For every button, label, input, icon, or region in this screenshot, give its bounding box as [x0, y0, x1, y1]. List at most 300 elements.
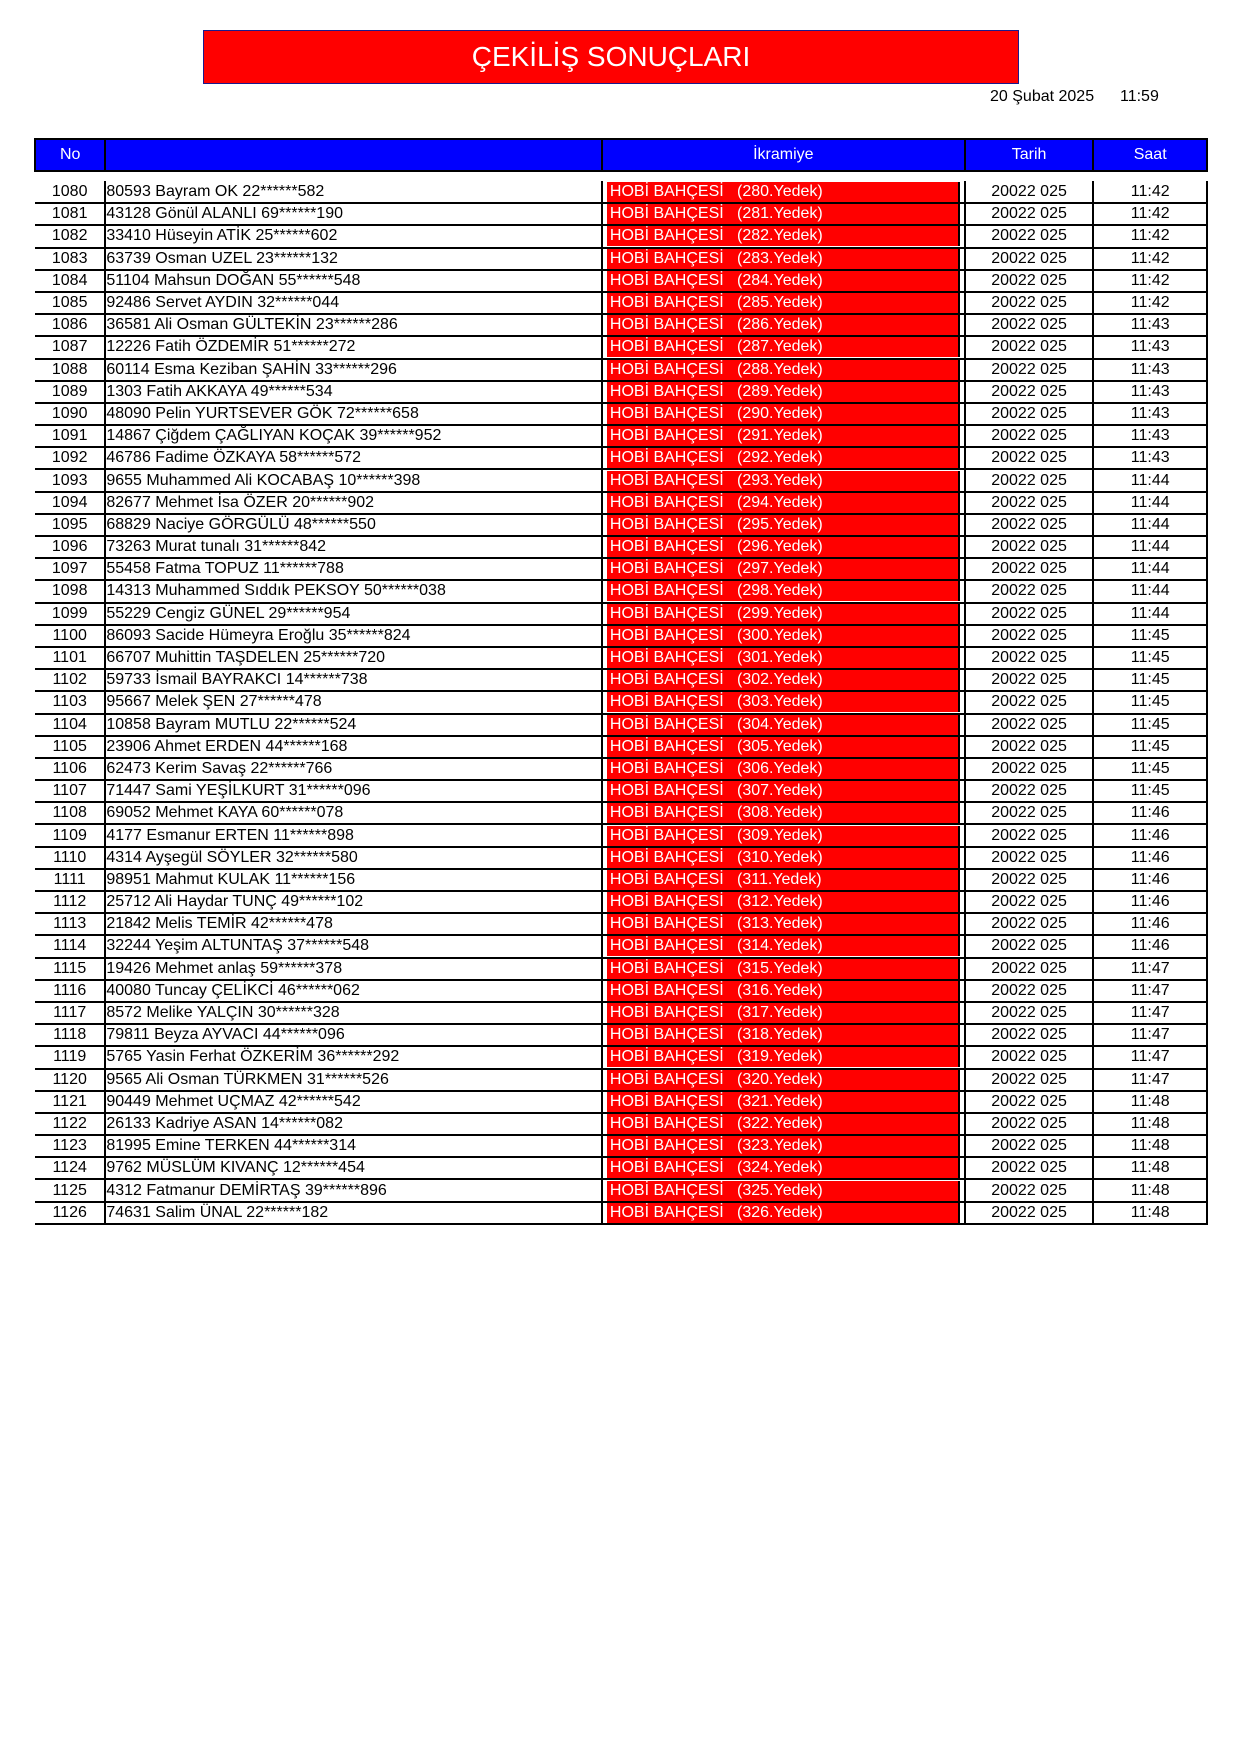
participant-name: 46786 Fadime ÖZKAYA 58******572 — [105, 447, 602, 469]
row-number: 1100 — [35, 625, 105, 647]
prize-label: HOBİ BAHÇESİ (286.Yedek) — [607, 315, 960, 335]
participant-name: 68829 Naciye GÖRGÜLÜ 48******550 — [105, 514, 602, 536]
row-number: 1097 — [35, 558, 105, 580]
draw-date: 20022 025 — [965, 935, 1094, 957]
draw-date: 20022 025 — [965, 580, 1094, 602]
table-row — [35, 714, 1207, 736]
row-number: 1095 — [35, 514, 105, 536]
participant-name: 80593 Bayram OK 22******582 — [105, 181, 602, 203]
participant-name: 1303 Fatih AKKAYA 49******534 — [105, 381, 602, 403]
participant-name: 26133 Kadriye ASAN 14******082 — [105, 1113, 602, 1135]
draw-date: 20022 025 — [965, 1024, 1094, 1046]
participant-name: 66707 Muhittin TAŞDELEN 25******720 — [105, 647, 602, 669]
draw-date: 20022 025 — [965, 913, 1094, 935]
table-row — [35, 381, 1207, 403]
prize-label: HOBİ BAHÇESİ (283.Yedek) — [607, 249, 960, 269]
participant-name: 23906 Ahmet ERDEN 44******168 — [105, 736, 602, 758]
draw-date: 20022 025 — [965, 425, 1094, 447]
prize-label: HOBİ BAHÇESİ (288.Yedek) — [607, 360, 960, 380]
prize-cell — [602, 980, 965, 1002]
prize-cell — [602, 714, 965, 736]
draw-time: 11:43 — [1093, 425, 1207, 447]
prize-label: HOBİ BAHÇESİ (294.Yedek) — [607, 493, 960, 513]
table-row — [35, 736, 1207, 758]
row-number: 1120 — [35, 1069, 105, 1091]
draw-date: 20022 025 — [965, 691, 1094, 713]
draw-time: 11:47 — [1093, 1046, 1207, 1068]
table-row — [35, 292, 1207, 314]
table-row — [35, 691, 1207, 713]
prize-label: HOBİ BAHÇESİ (284.Yedek) — [607, 271, 960, 291]
draw-time: 11:44 — [1093, 580, 1207, 602]
table-header-row — [35, 139, 1207, 171]
row-number: 1121 — [35, 1091, 105, 1113]
draw-time: 11:45 — [1093, 714, 1207, 736]
draw-time: 11:46 — [1093, 802, 1207, 824]
prize-cell — [602, 1046, 965, 1068]
draw-time: 11:43 — [1093, 336, 1207, 358]
prize-label: HOBİ BAHÇESİ (309.Yedek) — [607, 826, 960, 846]
participant-name: 5765 Yasin Ferhat ÖZKERİM 36******292 — [105, 1046, 602, 1068]
draw-time: 11:43 — [1093, 359, 1207, 381]
row-number: 1107 — [35, 780, 105, 802]
participant-name: 4312 Fatmanur DEMİRTAŞ 39******896 — [105, 1179, 602, 1201]
draw-time: 11:48 — [1093, 1179, 1207, 1201]
draw-time: 11:46 — [1093, 891, 1207, 913]
draw-time: 11:44 — [1093, 558, 1207, 580]
prize-cell — [602, 802, 965, 824]
row-number: 1123 — [35, 1135, 105, 1157]
participant-name: 36581 Ali Osman GÜLTEKİN 23******286 — [105, 314, 602, 336]
draw-time: 11:47 — [1093, 958, 1207, 980]
participant-name: 43128 Gönül ALANLI 69******190 — [105, 203, 602, 225]
draw-time: 11:46 — [1093, 935, 1207, 957]
draw-time: 11:48 — [1093, 1202, 1207, 1224]
table-row — [35, 469, 1207, 491]
draw-date: 20022 025 — [965, 603, 1094, 625]
prize-label: HOBİ BAHÇESİ (291.Yedek) — [607, 426, 960, 446]
row-number: 1119 — [35, 1046, 105, 1068]
row-number: 1104 — [35, 714, 105, 736]
row-number: 1110 — [35, 847, 105, 869]
draw-time: 11:47 — [1093, 1069, 1207, 1091]
prize-label: HOBİ BAHÇESİ (317.Yedek) — [607, 1003, 960, 1023]
table-row — [35, 203, 1207, 225]
table-row — [35, 869, 1207, 891]
table-row — [35, 1179, 1207, 1201]
prize-label: HOBİ BAHÇESİ (304.Yedek) — [607, 715, 960, 735]
draw-date: 20022 025 — [965, 181, 1094, 203]
prize-label: HOBİ BAHÇESİ (322.Yedek) — [607, 1114, 960, 1134]
table-row — [35, 225, 1207, 247]
participant-name: 69052 Mehmet KAYA 60******078 — [105, 802, 602, 824]
draw-date: 20022 025 — [965, 336, 1094, 358]
row-number: 1115 — [35, 958, 105, 980]
draw-date: 20022 025 — [965, 403, 1094, 425]
draw-time: 11:48 — [1093, 1157, 1207, 1179]
column-header-name — [105, 139, 602, 171]
table-row — [35, 359, 1207, 381]
row-number: 1111 — [35, 869, 105, 891]
participant-name: 48090 Pelin YURTSEVER GÖK 72******658 — [105, 403, 602, 425]
table-row — [35, 625, 1207, 647]
draw-date: 20022 025 — [965, 248, 1094, 270]
table-row — [35, 492, 1207, 514]
prize-label: HOBİ BAHÇESİ (314.Yedek) — [607, 936, 960, 956]
draw-time: 11:42 — [1093, 292, 1207, 314]
prize-cell — [602, 958, 965, 980]
prize-label: HOBİ BAHÇESİ (324.Yedek) — [607, 1158, 960, 1178]
prize-label: HOBİ BAHÇESİ (281.Yedek) — [607, 204, 960, 224]
prize-label: HOBİ BAHÇESİ (307.Yedek) — [607, 781, 960, 801]
table-row — [35, 824, 1207, 846]
draw-time: 11:45 — [1093, 647, 1207, 669]
row-number: 1091 — [35, 425, 105, 447]
prize-label: HOBİ BAHÇESİ (280.Yedek) — [607, 182, 960, 202]
prize-label: HOBİ BAHÇESİ (293.Yedek) — [607, 471, 960, 491]
participant-name: 14313 Muhammed Sıddık PEKSOY 50******038 — [105, 580, 602, 602]
participant-name: 55458 Fatma TOPUZ 11******788 — [105, 558, 602, 580]
draw-time: 11:46 — [1093, 913, 1207, 935]
table-row — [35, 935, 1207, 957]
prize-label: HOBİ BAHÇESİ (312.Yedek) — [607, 892, 960, 912]
draw-date: 20022 025 — [965, 1179, 1094, 1201]
prize-cell — [602, 1113, 965, 1135]
draw-time: 11:47 — [1093, 980, 1207, 1002]
row-number: 1096 — [35, 536, 105, 558]
table-row — [35, 980, 1207, 1002]
table-row — [35, 270, 1207, 292]
table-row — [35, 425, 1207, 447]
table-row — [35, 891, 1207, 913]
prize-label: HOBİ BAHÇESİ (318.Yedek) — [607, 1025, 960, 1045]
participant-name: 9762 MÜSLÜM KIVANÇ 12******454 — [105, 1157, 602, 1179]
prize-cell — [602, 403, 965, 425]
prize-cell — [602, 647, 965, 669]
prize-label: HOBİ BAHÇESİ (297.Yedek) — [607, 559, 960, 579]
row-number: 1105 — [35, 736, 105, 758]
table-row — [35, 558, 1207, 580]
table-row — [35, 1024, 1207, 1046]
prize-cell — [602, 935, 965, 957]
row-number: 1090 — [35, 403, 105, 425]
prize-cell — [602, 603, 965, 625]
row-number: 1114 — [35, 935, 105, 957]
table-row — [35, 248, 1207, 270]
participant-name: 4177 Esmanur ERTEN 11******898 — [105, 824, 602, 846]
draw-date: 20022 025 — [965, 314, 1094, 336]
draw-date: 20022 025 — [965, 359, 1094, 381]
prize-cell — [602, 625, 965, 647]
draw-date: 20022 025 — [965, 780, 1094, 802]
draw-date: 20022 025 — [965, 869, 1094, 891]
participant-name: 19426 Mehmet anlaş 59******378 — [105, 958, 602, 980]
row-number: 1101 — [35, 647, 105, 669]
table-row — [35, 536, 1207, 558]
participant-name: 81995 Emine TERKEN 44******314 — [105, 1135, 602, 1157]
row-number: 1084 — [35, 270, 105, 292]
draw-date: 20022 025 — [965, 714, 1094, 736]
table-row — [35, 1069, 1207, 1091]
prize-cell — [602, 314, 965, 336]
row-number: 1116 — [35, 980, 105, 1002]
draw-date: 20022 025 — [965, 558, 1094, 580]
participant-name: 59733 İsmail BAYRAKCI 14******738 — [105, 669, 602, 691]
draw-date: 20022 025 — [965, 469, 1094, 491]
participant-name: 74631 Salim ÜNAL 22******182 — [105, 1202, 602, 1224]
table-row — [35, 847, 1207, 869]
prize-cell — [602, 425, 965, 447]
row-number: 1117 — [35, 1002, 105, 1024]
table-row — [35, 1157, 1207, 1179]
draw-time: 11:47 — [1093, 1002, 1207, 1024]
draw-date: 20022 025 — [965, 1113, 1094, 1135]
participant-name: 95667 Melek ŞEN 27******478 — [105, 691, 602, 713]
draw-date: 20022 025 — [965, 1202, 1094, 1224]
draw-time: 11:43 — [1093, 403, 1207, 425]
table-row — [35, 1135, 1207, 1157]
table-row — [35, 758, 1207, 780]
participant-name: 40080 Tuncay ÇELİKCİ 46******062 — [105, 980, 602, 1002]
prize-cell — [602, 270, 965, 292]
draw-date: 20022 025 — [965, 824, 1094, 846]
draw-date: 20022 025 — [965, 958, 1094, 980]
prize-cell — [602, 913, 965, 935]
prize-cell — [602, 558, 965, 580]
prize-cell — [602, 1069, 965, 1091]
table-row — [35, 647, 1207, 669]
table-row — [35, 1046, 1207, 1068]
draw-time: 11:48 — [1093, 1113, 1207, 1135]
prize-label: HOBİ BAHÇESİ (290.Yedek) — [607, 404, 960, 424]
prize-label: HOBİ BAHÇESİ (319.Yedek) — [607, 1047, 960, 1067]
report-date: 20 Şubat 2025 — [990, 88, 1095, 105]
row-number: 1086 — [35, 314, 105, 336]
draw-time: 11:43 — [1093, 381, 1207, 403]
prize-cell — [602, 736, 965, 758]
draw-time: 11:46 — [1093, 824, 1207, 846]
results-table — [34, 138, 1208, 1225]
draw-time: 11:42 — [1093, 248, 1207, 270]
draw-date: 20022 025 — [965, 847, 1094, 869]
prize-label: HOBİ BAHÇESİ (287.Yedek) — [607, 337, 960, 357]
draw-date: 20022 025 — [965, 381, 1094, 403]
prize-label: HOBİ BAHÇESİ (306.Yedek) — [607, 759, 960, 779]
prize-label: HOBİ BAHÇESİ (282.Yedek) — [607, 226, 960, 246]
prize-label: HOBİ BAHÇESİ (311.Yedek) — [607, 870, 960, 890]
participant-name: 4314 Ayşegül SÖYLER 32******580 — [105, 847, 602, 869]
prize-cell — [602, 1002, 965, 1024]
row-number: 1092 — [35, 447, 105, 469]
row-number: 1088 — [35, 359, 105, 381]
participant-name: 12226 Fatih ÖZDEMİR 51******272 — [105, 336, 602, 358]
prize-label: HOBİ BAHÇESİ (321.Yedek) — [607, 1092, 960, 1112]
participant-name: 8572 Melike YALÇIN 30******328 — [105, 1002, 602, 1024]
prize-cell — [602, 580, 965, 602]
prize-cell — [602, 492, 965, 514]
draw-date: 20022 025 — [965, 292, 1094, 314]
prize-cell — [602, 869, 965, 891]
prize-label: HOBİ BAHÇESİ (298.Yedek) — [607, 581, 960, 601]
prize-label: HOBİ BAHÇESİ (326.Yedek) — [607, 1203, 960, 1223]
participant-name: 33410 Hüseyin ATİK 25******602 — [105, 225, 602, 247]
draw-date: 20022 025 — [965, 669, 1094, 691]
draw-date: 20022 025 — [965, 736, 1094, 758]
prize-label: HOBİ BAHÇESİ (315.Yedek) — [607, 959, 960, 979]
row-number: 1124 — [35, 1157, 105, 1179]
table-row — [35, 802, 1207, 824]
draw-time: 11:43 — [1093, 314, 1207, 336]
participant-name: 63739 Osman UZEL 23******132 — [105, 248, 602, 270]
row-number: 1080 — [35, 181, 105, 203]
row-number: 1089 — [35, 381, 105, 403]
draw-date: 20022 025 — [965, 536, 1094, 558]
draw-time: 11:44 — [1093, 492, 1207, 514]
table-row — [35, 1202, 1207, 1224]
column-header-prize: İkramiye — [602, 139, 965, 171]
column-header-time: Saat — [1093, 139, 1207, 171]
row-number: 1113 — [35, 913, 105, 935]
draw-time: 11:42 — [1093, 270, 1207, 292]
draw-time: 11:44 — [1093, 603, 1207, 625]
draw-time: 11:43 — [1093, 447, 1207, 469]
prize-label: HOBİ BAHÇESİ (325.Yedek) — [607, 1181, 960, 1201]
table-row — [35, 1091, 1207, 1113]
participant-name: 82677 Mehmet İsa ÖZER 20******902 — [105, 492, 602, 514]
draw-time: 11:42 — [1093, 203, 1207, 225]
row-number: 1118 — [35, 1024, 105, 1046]
table-row — [35, 314, 1207, 336]
row-number: 1087 — [35, 336, 105, 358]
draw-date: 20022 025 — [965, 891, 1094, 913]
draw-date: 20022 025 — [965, 647, 1094, 669]
prize-cell — [602, 669, 965, 691]
prize-cell — [602, 381, 965, 403]
table-row — [35, 958, 1207, 980]
prize-cell — [602, 203, 965, 225]
prize-cell — [602, 447, 965, 469]
prize-cell — [602, 780, 965, 802]
row-number: 1085 — [35, 292, 105, 314]
draw-time: 11:42 — [1093, 225, 1207, 247]
page-title: ÇEKİLİŞ SONUÇLARI — [203, 30, 1019, 84]
prize-label: HOBİ BAHÇESİ (308.Yedek) — [607, 803, 960, 823]
prize-cell — [602, 225, 965, 247]
row-number: 1098 — [35, 580, 105, 602]
prize-label: HOBİ BAHÇESİ (301.Yedek) — [607, 648, 960, 668]
table-row — [35, 447, 1207, 469]
prize-cell — [602, 1024, 965, 1046]
row-number: 1103 — [35, 691, 105, 713]
row-number: 1108 — [35, 802, 105, 824]
draw-time: 11:46 — [1093, 847, 1207, 869]
prize-label: HOBİ BAHÇESİ (296.Yedek) — [607, 537, 960, 557]
table-row — [35, 403, 1207, 425]
table-row — [35, 669, 1207, 691]
row-number: 1109 — [35, 824, 105, 846]
participant-name: 14867 Çiğdem ÇAĞLIYAN KOÇAK 39******952 — [105, 425, 602, 447]
draw-time: 11:45 — [1093, 691, 1207, 713]
prize-cell — [602, 359, 965, 381]
report-time: 11:59 — [1120, 88, 1159, 105]
prize-label: HOBİ BAHÇESİ (300.Yedek) — [607, 626, 960, 646]
prize-cell — [602, 758, 965, 780]
draw-time: 11:47 — [1093, 1024, 1207, 1046]
prize-cell — [602, 1157, 965, 1179]
table-row — [35, 1002, 1207, 1024]
participant-name: 51104 Mahsun DOĞAN 55******548 — [105, 270, 602, 292]
draw-date: 20022 025 — [965, 1002, 1094, 1024]
prize-cell — [602, 336, 965, 358]
draw-time: 11:44 — [1093, 469, 1207, 491]
draw-date: 20022 025 — [965, 447, 1094, 469]
draw-date: 20022 025 — [965, 514, 1094, 536]
draw-date: 20022 025 — [965, 203, 1094, 225]
prize-cell — [602, 1091, 965, 1113]
row-number: 1094 — [35, 492, 105, 514]
prize-cell — [602, 1179, 965, 1201]
prize-label: HOBİ BAHÇESİ (323.Yedek) — [607, 1136, 960, 1156]
participant-name: 21842 Melis TEMİR 42******478 — [105, 913, 602, 935]
draw-time: 11:44 — [1093, 514, 1207, 536]
row-number: 1081 — [35, 203, 105, 225]
column-header-date: Tarih — [965, 139, 1094, 171]
participant-name: 62473 Kerim Savaş 22******766 — [105, 758, 602, 780]
prize-label: HOBİ BAHÇESİ (305.Yedek) — [607, 737, 960, 757]
participant-name: 86093 Sacide Hümeyra Eroğlu 35******824 — [105, 625, 602, 647]
prize-cell — [602, 469, 965, 491]
prize-label: HOBİ BAHÇESİ (313.Yedek) — [607, 914, 960, 934]
table-row — [35, 913, 1207, 935]
row-number: 1122 — [35, 1113, 105, 1135]
prize-label: HOBİ BAHÇESİ (299.Yedek) — [607, 604, 960, 624]
prize-cell — [602, 536, 965, 558]
participant-name: 25712 Ali Haydar TUNÇ 49******102 — [105, 891, 602, 913]
prize-label: HOBİ BAHÇESİ (316.Yedek) — [607, 981, 960, 1001]
prize-cell — [602, 824, 965, 846]
row-number: 1102 — [35, 669, 105, 691]
row-number: 1126 — [35, 1202, 105, 1224]
draw-date: 20022 025 — [965, 758, 1094, 780]
prize-label: HOBİ BAHÇESİ (285.Yedek) — [607, 293, 960, 313]
row-number: 1082 — [35, 225, 105, 247]
table-row — [35, 514, 1207, 536]
prize-cell — [602, 891, 965, 913]
participant-name: 98951 Mahmut KULAK 11******156 — [105, 869, 602, 891]
table-row — [35, 1113, 1207, 1135]
draw-time: 11:45 — [1093, 758, 1207, 780]
draw-date: 20022 025 — [965, 1091, 1094, 1113]
prize-cell — [602, 248, 965, 270]
row-number: 1083 — [35, 248, 105, 270]
draw-date: 20022 025 — [965, 1046, 1094, 1068]
prize-label: HOBİ BAHÇESİ (310.Yedek) — [607, 848, 960, 868]
prize-label: HOBİ BAHÇESİ (302.Yedek) — [607, 670, 960, 690]
draw-date: 20022 025 — [965, 270, 1094, 292]
prize-cell — [602, 1135, 965, 1157]
participant-name: 55229 Cengiz GÜNEL 29******954 — [105, 603, 602, 625]
draw-date: 20022 025 — [965, 492, 1094, 514]
draw-time: 11:45 — [1093, 736, 1207, 758]
participant-name: 73263 Murat tunalı 31******842 — [105, 536, 602, 558]
draw-date: 20022 025 — [965, 625, 1094, 647]
table-body — [35, 171, 1207, 1224]
draw-date: 20022 025 — [965, 980, 1094, 1002]
prize-label: HOBİ BAHÇESİ (295.Yedek) — [607, 515, 960, 535]
row-number: 1112 — [35, 891, 105, 913]
participant-name: 9565 Ali Osman TÜRKMEN 31******526 — [105, 1069, 602, 1091]
draw-time: 11:44 — [1093, 536, 1207, 558]
